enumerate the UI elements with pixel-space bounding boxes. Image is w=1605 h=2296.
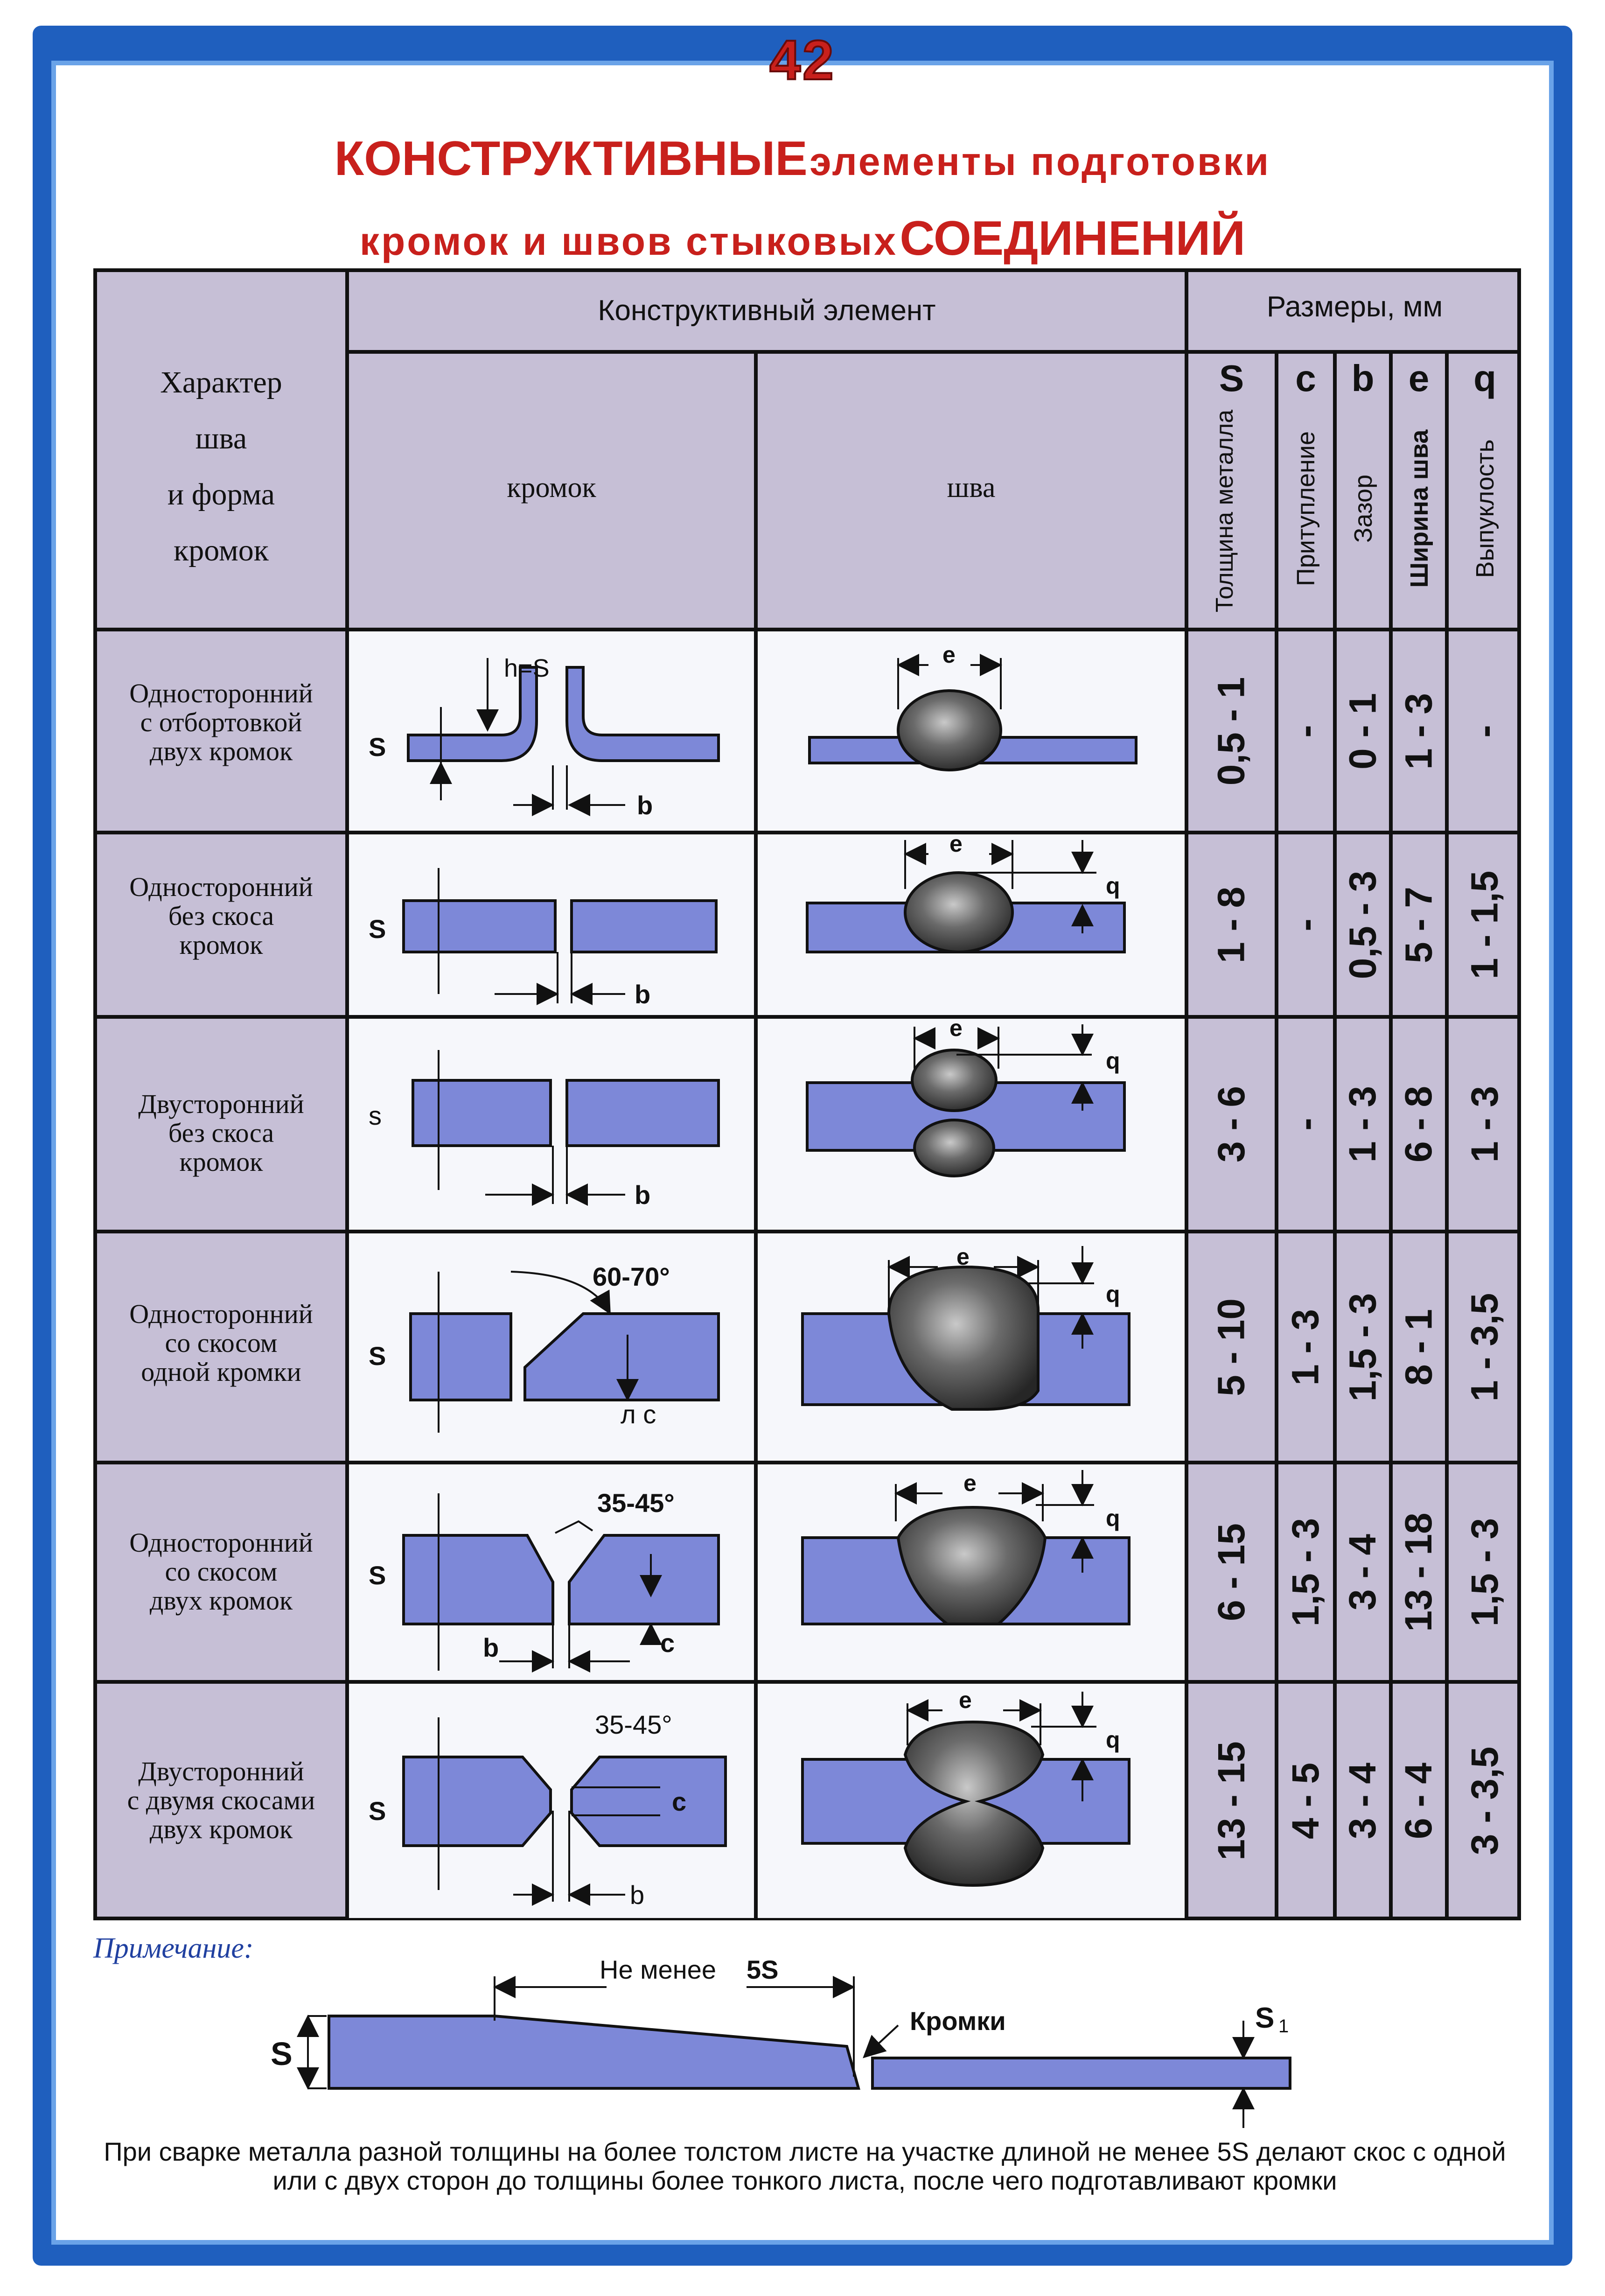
header-sizes: Размеры, мм (1266, 291, 1443, 323)
title-bold-1: КОНСТРУКТИВНЫЕ (334, 132, 808, 186)
size-value: 1,5 - 3 (1284, 1518, 1327, 1627)
seam-row1-bead (898, 691, 1001, 770)
label-angle-row6: 35-45° (595, 1710, 672, 1739)
col-letter-c: c (1295, 357, 1316, 399)
size-value: 1,5 - 3 (1341, 1293, 1384, 1401)
note-text: При сварке металла разной толщины на более толстом листе на участке длиной не менее 5S делают скос с одной или с двух сторон до толщины более тонкого листа, после чего подготавливают кромки (104, 2137, 1506, 2195)
size-value: 3 - 6 (1210, 1085, 1253, 1163)
row-label-line: Односторонний (129, 1299, 313, 1329)
row-label-line: без скоса (168, 1118, 274, 1148)
label-c-row5: c (660, 1628, 675, 1658)
label-angle-row4: 60-70° (593, 1262, 670, 1291)
size-value: - (1284, 1118, 1327, 1131)
row-label-line: двух кромок (149, 1585, 293, 1616)
row-label-line: со скосом (165, 1556, 278, 1587)
size-value: - (1284, 724, 1327, 738)
edge-row3-left (413, 1080, 551, 1146)
size-value: 6 - 8 (1397, 1085, 1440, 1163)
size-value: 3 - 4 (1341, 1762, 1384, 1840)
size-value: 3 - 4 (1341, 1533, 1384, 1611)
col-name-convexity: Выпуклость (1471, 439, 1499, 578)
note-s: S (271, 2036, 293, 2072)
edge-row3-right (567, 1080, 719, 1146)
label-q-row2: q (1106, 873, 1120, 899)
label-s-row3: s (369, 1101, 382, 1130)
label-b-row6: b (630, 1880, 645, 1910)
page-number: 42 (769, 29, 836, 91)
header-character-line: и форма (167, 477, 275, 511)
note-thin-plate (872, 2058, 1290, 2088)
edge-row4-right (525, 1314, 719, 1400)
row-label-line: кромок (179, 930, 263, 960)
size-value: 8 - 1 (1397, 1309, 1440, 1386)
edge-row2-left (404, 901, 555, 952)
row-label-line: одной кромки (141, 1357, 301, 1387)
header-element: Конструктивный элемент (598, 294, 936, 327)
size-value: 1 - 3 (1397, 693, 1440, 770)
row-label-line: Односторонний (129, 1527, 313, 1558)
row-label-line: двух кромок (149, 736, 293, 766)
edge-row2-right (572, 901, 716, 952)
row-label-line: Двусторонний (138, 1089, 304, 1119)
edge-row1 (408, 667, 719, 761)
size-value: 0 - 1 (1341, 693, 1384, 770)
size-value: 1 - 3,5 (1463, 1293, 1506, 1401)
size-value: 6 - 4 (1397, 1762, 1440, 1840)
col-letter-e: e (1408, 357, 1430, 399)
col-letter-q: q (1473, 357, 1496, 399)
label-e-row4: e (956, 1244, 970, 1270)
col-letter-b: b (1351, 357, 1375, 399)
header-character-line: шва (195, 421, 247, 455)
edge-row5-right (569, 1535, 719, 1624)
size-value: - (1284, 918, 1327, 931)
note-s1-sub: 1 (1278, 2016, 1289, 2037)
row-label-line: с отбортовкой (140, 707, 302, 737)
row-label-line: Двусторонний (138, 1756, 304, 1786)
size-value: 1 - 8 (1210, 886, 1253, 963)
label-e-row5: e (963, 1470, 977, 1496)
title-rest-1: элементы подготовки (809, 140, 1271, 183)
title-bold-2: СОЕДИНЕНИЙ (900, 211, 1246, 266)
size-value: 6 - 15 (1210, 1523, 1253, 1621)
size-value: 1 - 3 (1463, 1085, 1506, 1163)
note-length: Не менее (600, 1955, 717, 1984)
sub-seam: шва (947, 472, 996, 504)
label-q-row6: q (1106, 1727, 1120, 1753)
col-letter-s: S (1219, 357, 1244, 399)
label-q-row3: q (1106, 1048, 1120, 1074)
label-b-row1: b (637, 791, 653, 820)
size-value: 1 - 3 (1284, 1309, 1327, 1386)
size-value: 0,5 - 1 (1210, 677, 1253, 785)
row-label-line: двух кромок (149, 1814, 293, 1844)
seam-row3-bead-top (912, 1050, 996, 1111)
row-label-line: с двумя скосами (127, 1785, 315, 1815)
title-rest-2: кромок и швов стыковых (359, 219, 898, 263)
size-value: 5 - 7 (1397, 886, 1440, 963)
size-value: 1 - 3 (1341, 1085, 1384, 1163)
size-value: 5 - 10 (1210, 1298, 1253, 1396)
seam-row3-bead-bottom (914, 1120, 994, 1176)
label-b-row3: b (635, 1180, 651, 1210)
label-s-row5: S (369, 1561, 386, 1590)
seam-row2-bead (905, 873, 1012, 952)
size-value: 0,5 - 3 (1341, 870, 1384, 979)
label-e-row6: e (959, 1687, 972, 1713)
row-label-line: без скоса (168, 901, 274, 931)
label-b-row2: b (635, 980, 651, 1009)
edge-row5-left (404, 1535, 553, 1624)
note-length-val: 5S (747, 1955, 779, 1984)
label-e-row2: e (949, 831, 963, 857)
sub-edges: кромок (507, 472, 596, 504)
row-label-line: кромок (179, 1147, 263, 1177)
label-s-row6: S (369, 1796, 386, 1826)
label-c-row6: c (672, 1787, 687, 1816)
size-value: 4 - 5 (1284, 1762, 1327, 1840)
note-s1: S (1255, 2002, 1275, 2034)
size-value: 1,5 - 3 (1463, 1518, 1506, 1627)
label-s-row4: S (369, 1341, 386, 1371)
col-name-thickness: Толщина металла (1211, 409, 1238, 613)
header-character-line: Характер (160, 365, 282, 399)
note-thick-plate (329, 2016, 858, 2088)
col-name-bluntness: Притупление (1292, 431, 1320, 587)
size-value: 13 - 18 (1397, 1512, 1440, 1632)
col-name-gap: Зазор (1349, 474, 1377, 543)
label-q-row4: q (1106, 1281, 1120, 1307)
label-q-row5: q (1106, 1505, 1120, 1531)
label-hs: h=S (504, 654, 550, 682)
label-c-row4: л с (621, 1400, 656, 1429)
edge-row6-left (404, 1757, 551, 1846)
note-edges: Кромки (910, 2006, 1006, 2036)
row-label-line: со скосом (165, 1328, 278, 1358)
label-s-row2: S (369, 914, 386, 944)
header-character-line: кромок (174, 533, 269, 567)
size-value: 3 - 3,5 (1463, 1746, 1506, 1855)
label-e-row1: e (942, 642, 956, 668)
col-name-width: Ширина шва (1405, 429, 1433, 588)
edge-row4-left (411, 1314, 511, 1400)
edge-row6-right (572, 1757, 726, 1846)
label-e-row3: e (949, 1015, 963, 1041)
label-b-row5: b (483, 1633, 499, 1662)
note-title: Примечание: (93, 1932, 254, 1964)
label-angle-row5: 35-45° (597, 1488, 675, 1518)
row-label-line: Односторонний (129, 678, 313, 708)
size-value: 13 - 15 (1210, 1741, 1253, 1861)
row-label-line: Односторонний (129, 872, 313, 902)
size-value: 1 - 1,5 (1463, 870, 1506, 979)
label-s-row1: S (369, 732, 386, 762)
size-value: - (1463, 724, 1506, 738)
